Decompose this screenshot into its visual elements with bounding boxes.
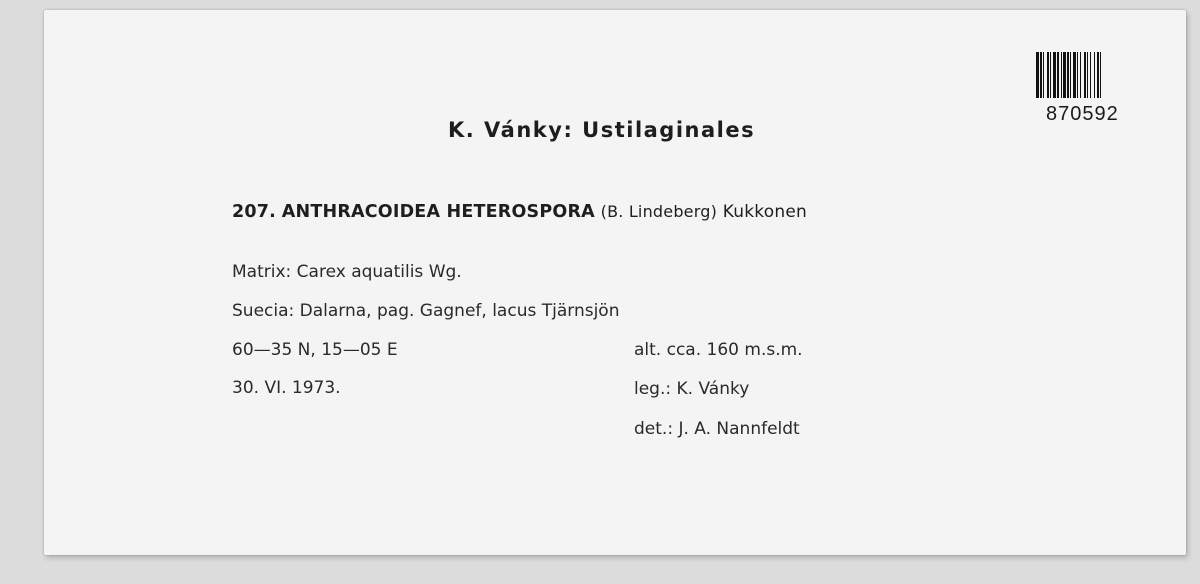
determiner: det.: J. A. Nannfeldt — [634, 419, 800, 439]
barcode-area — [1034, 50, 1154, 125]
coordinates: 60—35 N, 15—05 E — [232, 340, 398, 360]
species-author-basionym: (B. Lindeberg) — [600, 202, 718, 221]
matrix-label: Matrix: — [232, 262, 292, 282]
collection-title: K. Vánky: Ustilaginales — [448, 118, 756, 142]
species-line — [232, 202, 807, 222]
barcode — [1034, 50, 1154, 100]
matrix-value: Carex aquatilis Wg. — [296, 262, 462, 282]
collector: leg.: K. Vánky — [634, 379, 750, 399]
barcode-number: 870592 — [1046, 103, 1119, 125]
specimen-label-card — [44, 10, 1186, 555]
locality-value: Dalarna, pag. Gagnef, lacus Tjärnsjön — [299, 301, 620, 321]
altitude: alt. cca. 160 m.s.m. — [634, 340, 803, 360]
matrix-line — [232, 262, 462, 282]
locality-label: Suecia: — [232, 301, 295, 321]
locality-line — [232, 301, 619, 321]
species-name: ANTHRACOIDEA HETEROSPORA — [281, 202, 595, 222]
species-author: Kukkonen — [722, 202, 807, 222]
collection-date: 30. VI. 1973. — [232, 378, 341, 398]
specimen-number: 207. — [232, 202, 276, 222]
